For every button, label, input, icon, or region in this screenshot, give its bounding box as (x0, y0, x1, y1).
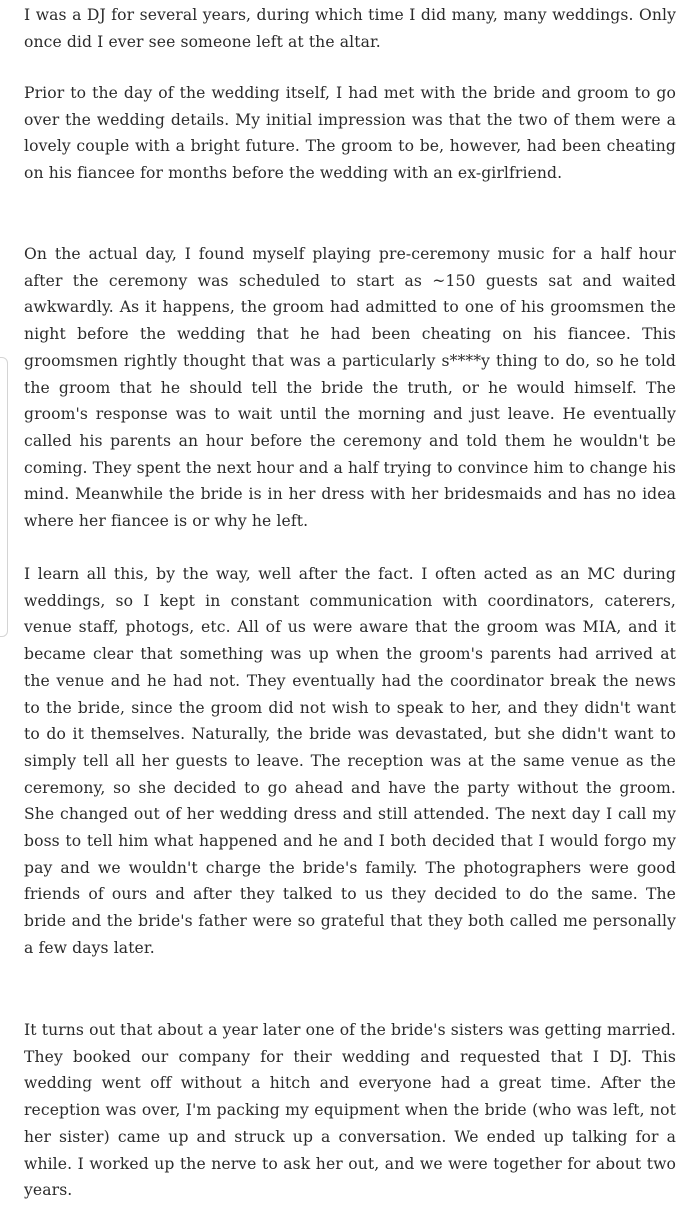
paragraph-wedding-day: On the actual day, I found myself playing pre-ceremony music for a half hour after the ceremony was scheduled to start as ~150 guests sat and waited awkwardly. As it happens, the groom had admitted to one of his groomsmen the night before the wedding that he had been cheating on his fiancee. This groomsmen rightly thought that was a particularly s****y thing to do, so he told the groom that he should tell the bride the truth, or he would himself. The groom's response was to wait until the morning and just leave. He eventually called his parents an hour before the ceremony and told them he wouldn't be coming. They spent the next hour and a half trying to convince him to change his mind. Meanwhile the bride is in her dress with her bridesmaids and has no idea where her fiancee is or why he left. (24, 245, 676, 531)
paragraph-meeting: Prior to the day of the wedding itself, I had met with the bride and groom to go over the wedding details. My initial impression was that the two of them were a lovely couple with a bright future. The groom to be, however, had been cheating on his fiancee for months before the wedding with an ex-girlfriend. (24, 84, 676, 183)
paragraph-aftermath: I learn all this, by the way, well after the fact. I often acted as an MC during weddings, so I kept in constant communication with coordinators, caterers, venue staff, photogs, etc. All of us were aware that the groom was MIA, and it became clear that something was up when the groom's parents had arrived at the venue and he had not. They eventually had the coordinator break the news to the bride, since the groom did not wish to speak to her, and they didn't want to do it themselves. Naturally, the bride was devastated, but she didn't want to simply tell all her guests to leave. The reception was at the same venue as the ceremony, so she decided to go ahead and have the party without the groom. She changed out of her wedding dress and still attended. The next day I call my boss to tell him what happened and he and I both decided that I would forgo my pay and we wouldn't charge the bride's family. The photographers were good friends of ours and after they talked to us they decided to do the same. The bride and the bride's father were so grateful that they both called me personally a few days later. (24, 565, 676, 957)
paragraph-epilogue: It turns out that about a year later one of the bride's sisters was getting married. They booked our company for their wedding and requested that I DJ. This wedding went off without a hitch and everyone had a great time. After the reception was over, I'm packing my equipment when the bride (who was left, not her sister) came up and struck up a conversation. We ended up talking for a while. I worked up the nerve to ask her out, and we were together for about two years. (24, 1021, 676, 1200)
scroll-handle[interactable] (0, 357, 8, 637)
paragraph-intro: I was a DJ for several years, during which time I did many, many weddings. Only once did I ever see someone left at the altar. (24, 6, 676, 51)
